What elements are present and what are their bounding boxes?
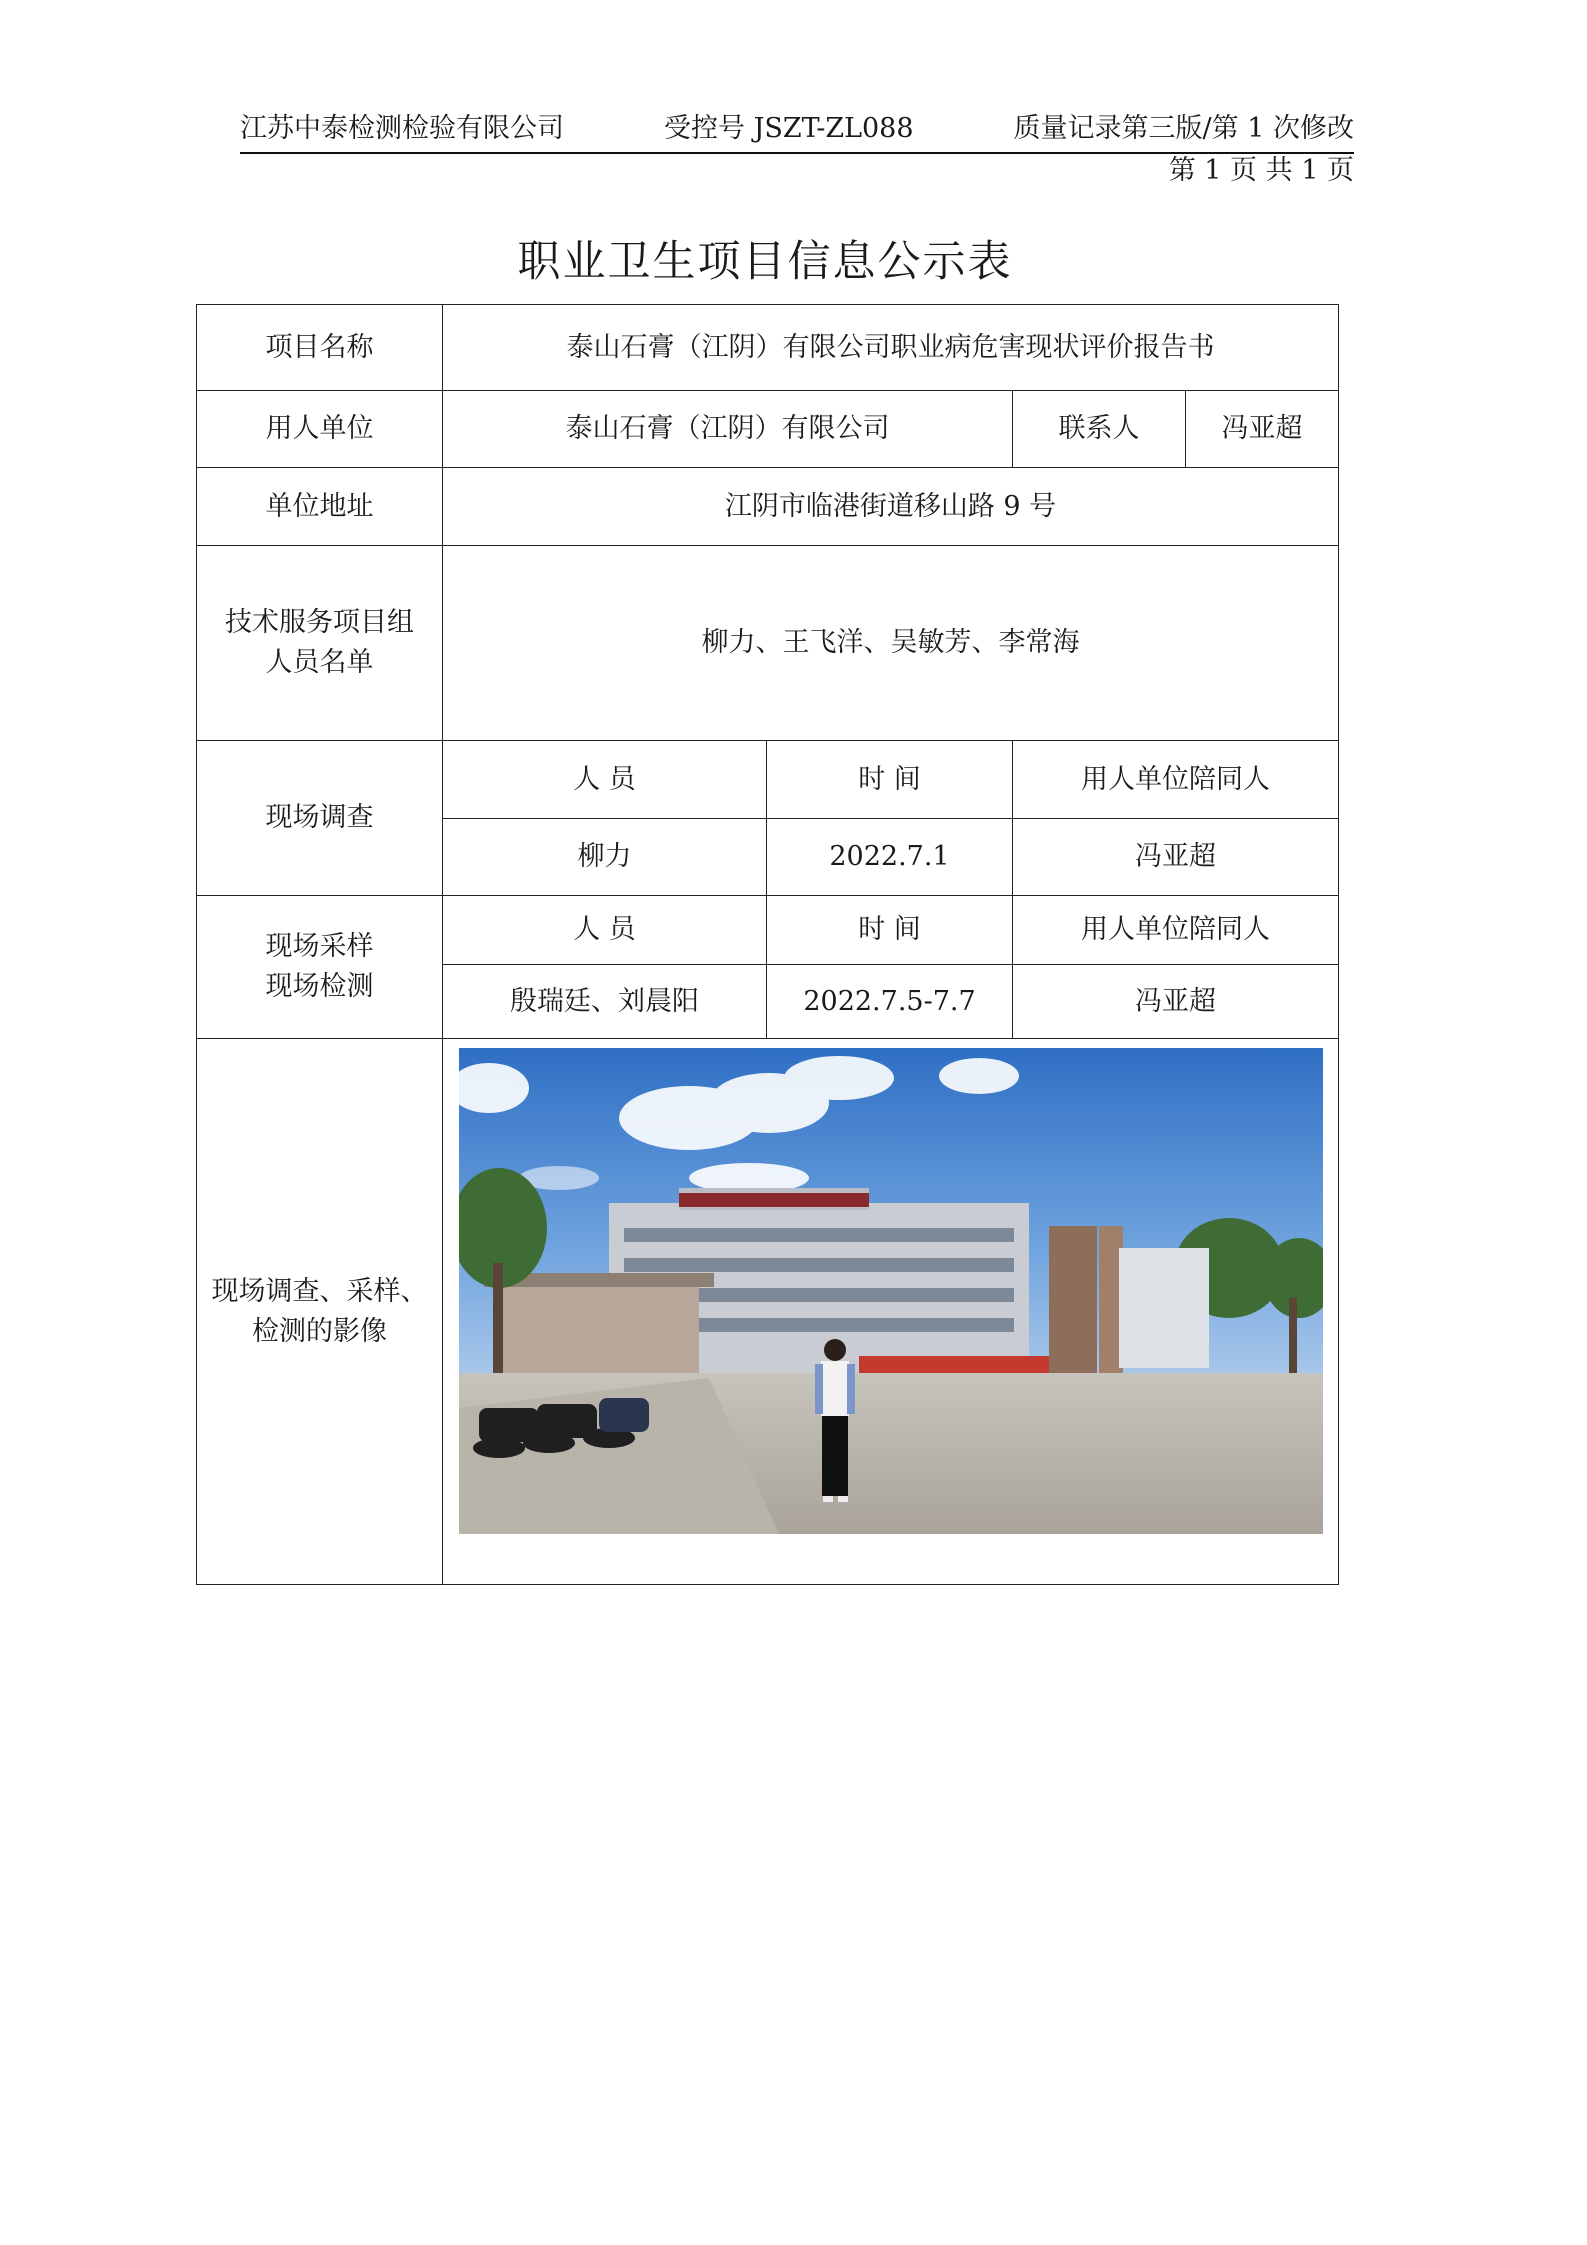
info-table [196,304,1339,1585]
sampling-time: 2022.7.5-7.7 [767,965,1013,1039]
far-building-right [1119,1248,1209,1368]
survey-col-time: 时 间 [767,741,1013,819]
contact-value: 冯亚超 [1186,391,1339,468]
row-employer [197,391,1339,468]
row-team [197,546,1339,741]
sampling-label-line2: 现场检测 [265,971,374,1002]
row-address [197,468,1339,546]
gate-pillar [1049,1226,1097,1376]
document-title: 职业卫生项目信息公示表 [517,237,1013,287]
image-label [197,1039,443,1585]
site-photo-image [459,1048,1323,1534]
sampling-person: 殷瑞廷、刘晨阳 [443,965,767,1039]
team-label-line1: 技术服务项目组 [225,607,414,638]
project-name-value: 泰山石膏（江阴）有限公司职业病危害现状评价报告书 [443,305,1339,391]
employer-label: 用人单位 [197,391,443,468]
survey-person: 柳力 [443,819,767,896]
page-number: 第 1 页 共 1 页 [1168,155,1354,186]
address-label: 单位地址 [197,468,443,546]
left-pavilion [499,1283,699,1373]
team-label [197,546,443,741]
header-company: 江苏中泰检测检验有限公司 [240,113,564,144]
header-control-number: 受控号 JSZT-ZL088 [664,113,914,144]
row-project-name [197,305,1339,391]
photo-cell [443,1039,1339,1585]
project-name-label: 项目名称 [197,305,443,391]
address-value: 江阴市临港街道移山路 9 号 [443,468,1339,546]
header-record-version: 质量记录第三版/第 1 次修改 [1013,113,1354,144]
image-label-line2: 检测的影像 [252,1315,387,1347]
row-photo [197,1039,1339,1585]
team-members-value: 柳力、王飞洋、吴敏芳、李常海 [443,546,1339,741]
sampling-col-time: 时 间 [767,896,1013,965]
employer-value: 泰山石膏（江阴）有限公司 [443,391,1013,468]
row-survey-header [197,741,1339,819]
document-header [240,112,1354,154]
survey-col-person: 人 员 [443,741,767,819]
sampling-companion: 冯亚超 [1013,965,1339,1039]
survey-label: 现场调查 [197,741,443,896]
site-photo [459,1048,1323,1534]
contact-label: 联系人 [1013,391,1186,468]
sampling-label-line1: 现场采样 [265,931,374,962]
team-label-line2: 人员名单 [265,647,374,678]
sampling-col-companion: 用人单位陪同人 [1013,896,1339,965]
sampling-col-person: 人 员 [443,896,767,965]
image-label-line1: 现场调查、采样、 [211,1275,428,1307]
survey-companion: 冯亚超 [1013,819,1339,896]
survey-time: 2022.7.1 [767,819,1013,896]
building-sign-bar [679,1193,869,1207]
row-sampling-header [197,896,1339,965]
survey-col-companion: 用人单位陪同人 [1013,741,1339,819]
sampling-label [197,896,443,1039]
